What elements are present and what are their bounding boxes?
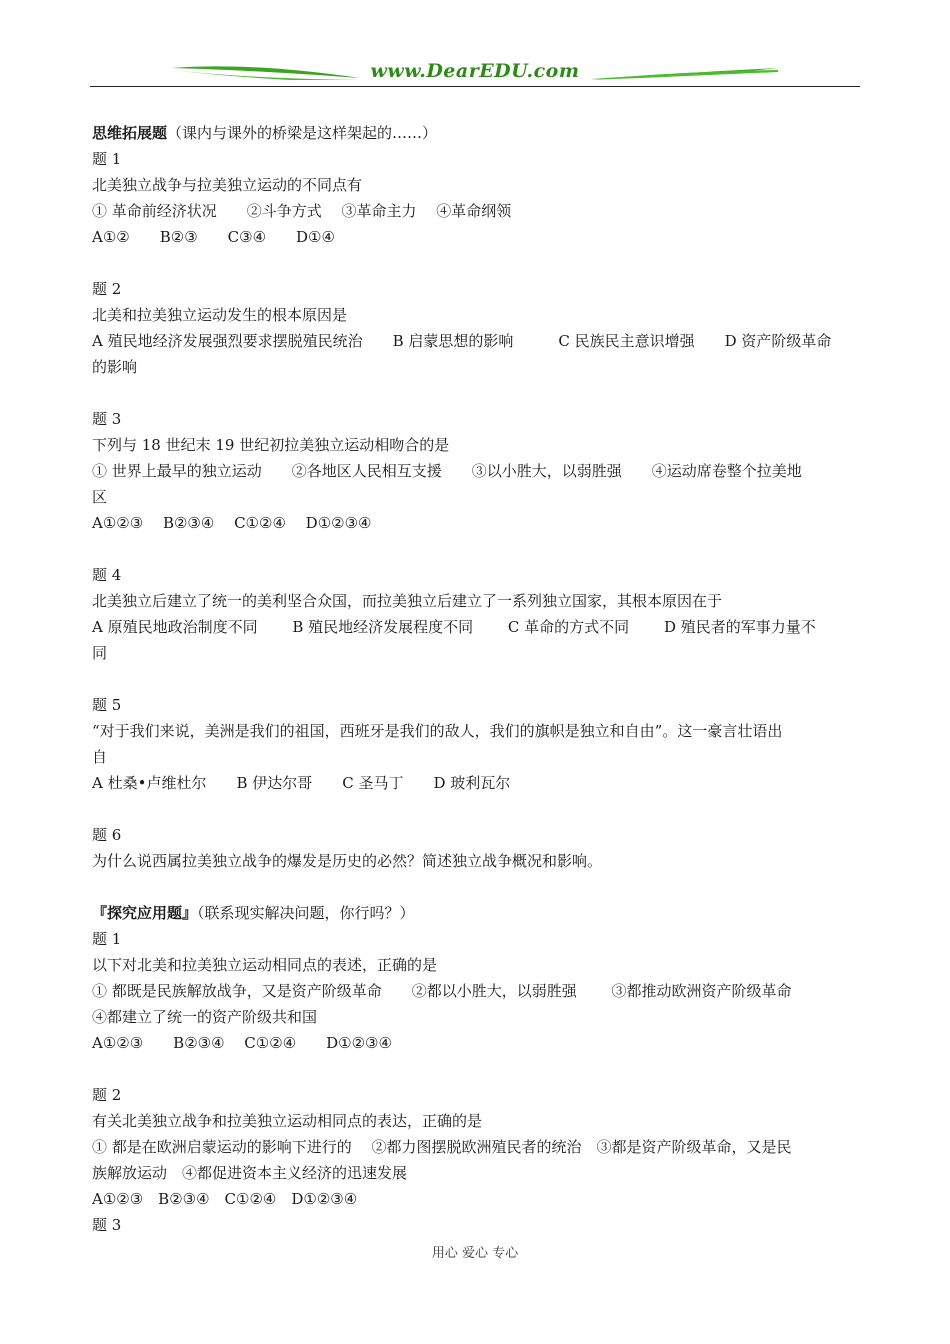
question-text: 有关北美独立战争和拉美独立运动相同点的表达，正确的是 bbox=[92, 1112, 483, 1130]
question-text: 自 bbox=[92, 748, 108, 766]
question-text: ① 都是在欧洲启蒙运动的影响下进行的 ②都力图摆脱欧洲殖民者的统治 ③都是资产阶级革命，又是民 bbox=[92, 1138, 792, 1156]
section-title: 思维拓展题 bbox=[92, 124, 168, 142]
section-title: 『探究应用题』 bbox=[92, 904, 198, 922]
blank-line bbox=[92, 666, 864, 692]
question-text: ① 革命前经济状况 ②斗争方式 ③革命主力 ④革命纲领 bbox=[92, 202, 512, 220]
section-heading bbox=[92, 120, 864, 146]
question-text: A①②③ B②③④ C①②④ D①②③④ bbox=[92, 514, 372, 532]
header-divider bbox=[90, 86, 860, 87]
question-label: 题 6 bbox=[92, 826, 122, 844]
question-label: 题 1 bbox=[92, 150, 122, 168]
question-text: A 杜桑•卢维杜尔 B 伊达尔哥 C 圣马丁 D 玻利瓦尔 bbox=[92, 774, 511, 792]
page-header bbox=[90, 58, 860, 90]
site-logo-text: www.DearEDU.com bbox=[370, 60, 580, 82]
question-text: 下列与 18 世纪末 19 世纪初拉美独立运动相吻合的是 bbox=[92, 436, 450, 454]
blank-line bbox=[92, 1056, 864, 1082]
question-text: 北美独立后建立了统一的美利坚合众国，而拉美独立后建立了一系列独立国家，其根本原因在于 bbox=[92, 592, 723, 610]
blank-line bbox=[92, 380, 864, 406]
page-footer: 用心 爱心 专心 bbox=[431, 1246, 519, 1261]
blank-line bbox=[92, 874, 864, 900]
question-label: 题 5 bbox=[92, 696, 122, 714]
section-heading bbox=[92, 900, 864, 926]
section-subtitle: （课内与课外的桥梁是这样架起的……） bbox=[167, 124, 438, 142]
section-subtitle: （联系现实解决问题，你行吗？） bbox=[197, 904, 415, 922]
blank-line bbox=[92, 250, 864, 276]
question-text: 北美和拉美独立运动发生的根本原因是 bbox=[92, 306, 348, 324]
question-label: 题 3 bbox=[92, 410, 122, 428]
question-label: 题 3 bbox=[92, 1216, 122, 1234]
question-text: 以下对北美和拉美独立运动相同点的表述，正确的是 bbox=[92, 956, 438, 974]
question-text: ① 世界上最早的独立运动 ②各地区人民相互支援 ③以小胜大，以弱胜强 ④运动席卷整个拉美地 bbox=[92, 462, 802, 480]
question-text: A 殖民地经济发展强烈要求摆脱殖民统治 B 启蒙思想的影响 C 民族民主意识增强 D 资产阶级革命 bbox=[92, 332, 832, 350]
question-text: ④都建立了统一的资产阶级共和国 bbox=[92, 1008, 318, 1026]
question-text: “对于我们来说，美洲是我们的祖国，西班牙是我们的敌人，我们的旗帜是独立和自由”。这一豪言壮语出 bbox=[92, 722, 783, 740]
question-text: 族解放运动 ④都促进资本主义经济的迅速发展 bbox=[92, 1164, 408, 1182]
question-text: 同 bbox=[92, 644, 108, 662]
question-text: 北美独立战争与拉美独立运动的不同点有 bbox=[92, 176, 363, 194]
blank-line bbox=[92, 796, 864, 822]
question-text: 为什么说西属拉美独立战争的爆发是历史的必然？简述独立战争概况和影响。 bbox=[92, 852, 603, 870]
question-label: 题 2 bbox=[92, 1086, 122, 1104]
question-text: A①② B②③ C③④ D①④ bbox=[92, 228, 335, 246]
question-text: A①②③ B②③④ C①②④ D①②③④ bbox=[92, 1034, 392, 1052]
question-text: A 原殖民地政治制度不同 B 殖民地经济发展程度不同 C 革命的方式不同 D 殖民者的军事力量不 bbox=[92, 618, 816, 636]
question-label: 题 4 bbox=[92, 566, 122, 584]
question-label: 题 2 bbox=[92, 280, 122, 298]
question-text: ① 都既是民族解放战争，又是资产阶级革命 ②都以小胜大，以弱胜强 ③都推动欧洲资产阶级革命 bbox=[92, 982, 792, 1000]
question-text: A①②③ B②③④ C①②④ D①②③④ bbox=[92, 1190, 358, 1208]
question-text: 的影响 bbox=[92, 358, 138, 376]
question-text: 区 bbox=[92, 488, 108, 506]
question-label: 题 1 bbox=[92, 930, 122, 948]
blank-line bbox=[92, 536, 864, 562]
document-body bbox=[92, 120, 864, 1238]
